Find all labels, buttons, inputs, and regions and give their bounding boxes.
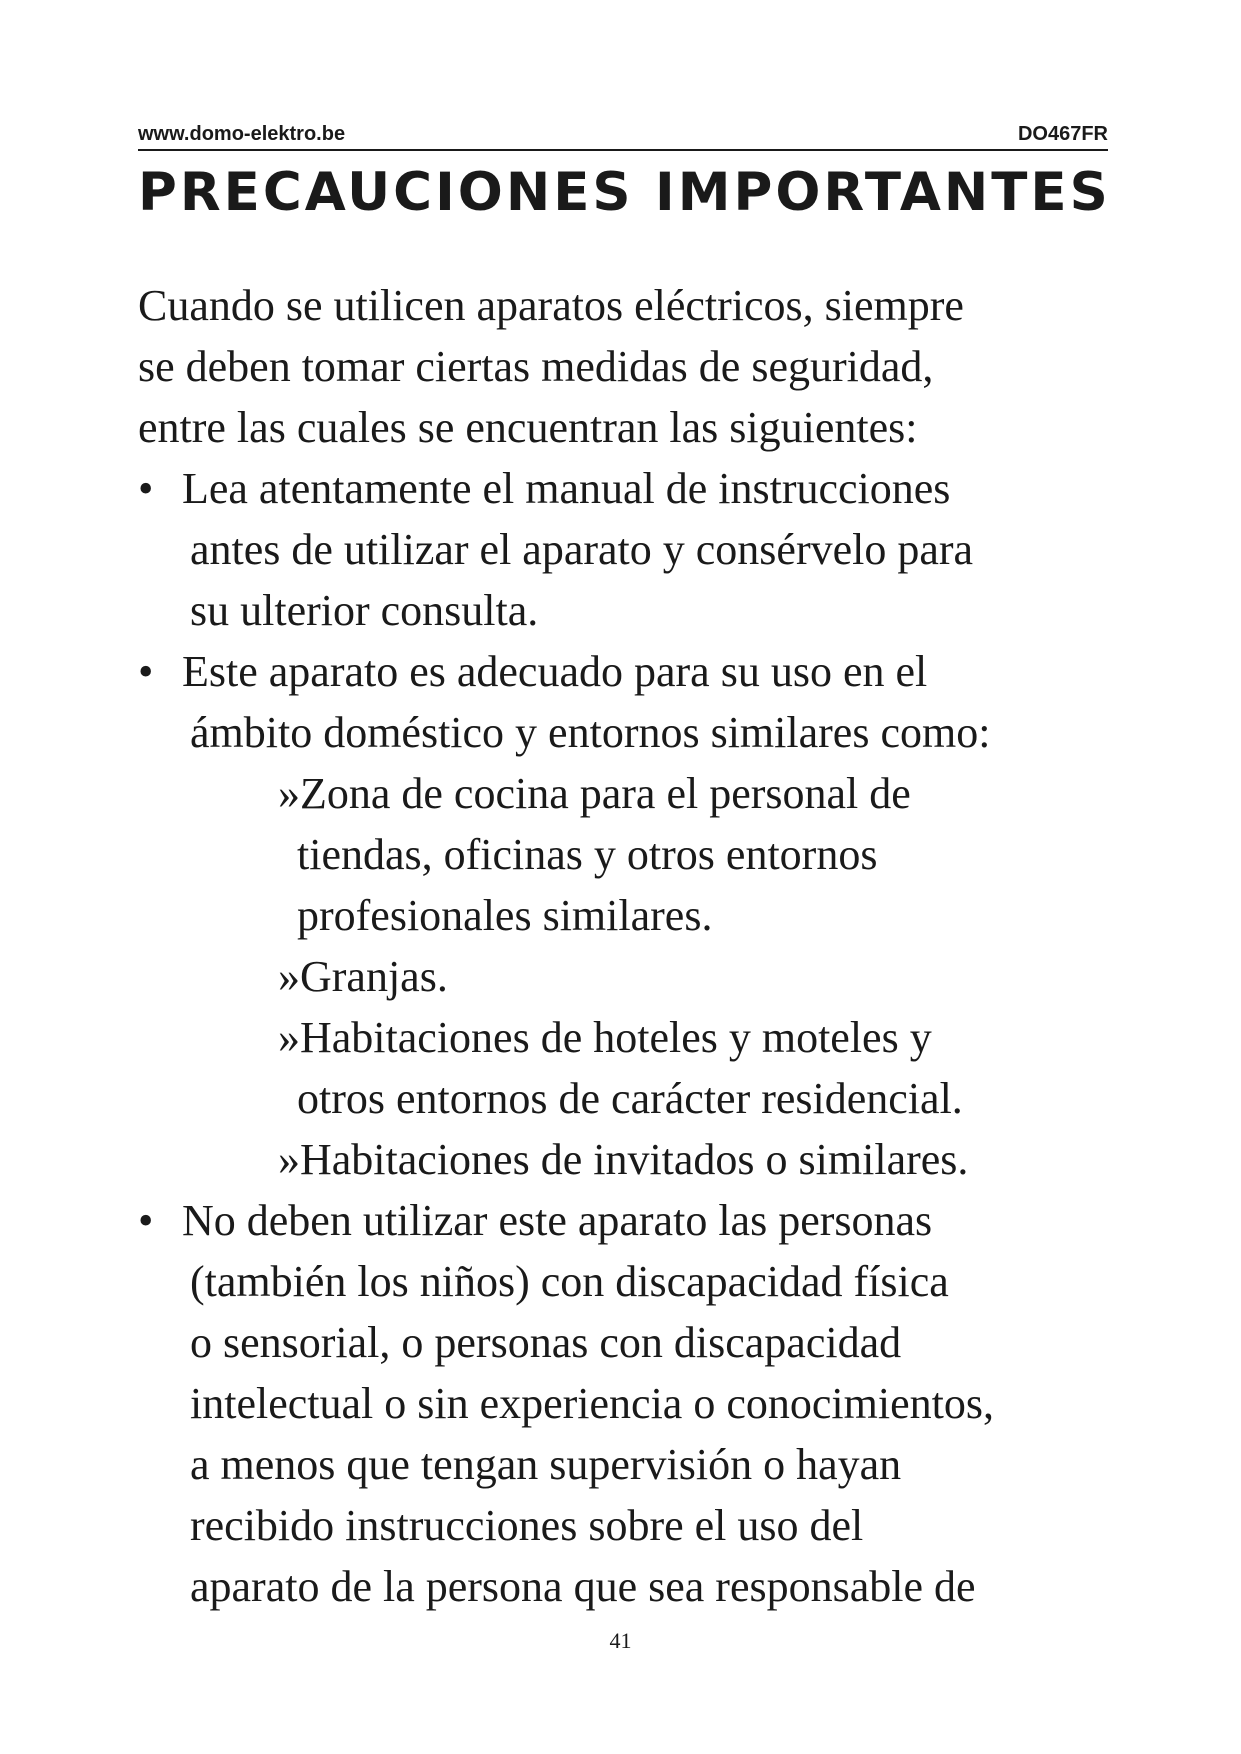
bullet-item	[138, 458, 1118, 519]
bullet-continuation: (también los niños) con discapacidad física	[190, 1257, 949, 1306]
page-body	[138, 275, 1118, 1617]
bullet-continuation: a menos que tengan supervisión o hayan	[190, 1440, 902, 1489]
bullet-continuation: antes de utilizar el aparato y consérvelo para	[190, 525, 974, 574]
intro-line: entre las cuales se encuentran las siguientes:	[138, 403, 918, 452]
sub-item-continuation: profesionales similares.	[297, 891, 713, 940]
bullet-continuation: o sensorial, o personas con discapacidad	[190, 1318, 902, 1367]
header-model-number: DO467FR	[1017, 123, 1108, 145]
sub-item: »Habitaciones de hoteles y moteles y	[278, 1013, 932, 1062]
bullet-text: No deben utilizar este aparato las personas	[182, 1196, 933, 1245]
page-title: PRECAUCIONES IMPORTANTES	[138, 162, 1111, 223]
intro-line: se deben tomar ciertas medidas de seguridad,	[138, 342, 934, 391]
bullet-continuation: intelectual o sin experiencia o conocimientos,	[190, 1379, 994, 1428]
bullet-continuation: aparato de la persona que sea responsable de	[190, 1562, 976, 1611]
sub-item: »Granjas.	[278, 952, 448, 1001]
sub-item-continuation: otros entornos de carácter residencial.	[297, 1074, 963, 1123]
bullet-marker: •	[138, 1196, 154, 1245]
page-header	[138, 118, 1108, 150]
sub-item-continuation: tiendas, oficinas y otros entornos	[297, 830, 878, 879]
bullet-item	[138, 1190, 1118, 1251]
bullet-text: Lea atentamente el manual de instrucciones	[182, 464, 951, 513]
bullet-text: Este aparato es adecuado para su uso en el	[182, 647, 928, 696]
bullet-continuation: recibido instrucciones sobre el uso del	[190, 1501, 864, 1550]
header-url: www.domo-elektro.be	[138, 123, 346, 145]
header-divider	[138, 149, 1108, 151]
bullet-continuation: su ulterior consulta.	[190, 586, 539, 635]
bullet-marker: •	[138, 647, 154, 696]
sub-item: »Zona de cocina para el personal de	[278, 769, 911, 818]
bullet-continuation: ámbito doméstico y entornos similares como:	[190, 708, 991, 757]
sub-item: »Habitaciones de invitados o similares.	[278, 1135, 969, 1184]
bullet-marker: •	[138, 464, 154, 513]
intro-line: Cuando se utilicen aparatos eléctricos, siempre	[138, 281, 964, 330]
page-number: 41	[609, 1628, 632, 1653]
bullet-item	[138, 641, 1118, 702]
